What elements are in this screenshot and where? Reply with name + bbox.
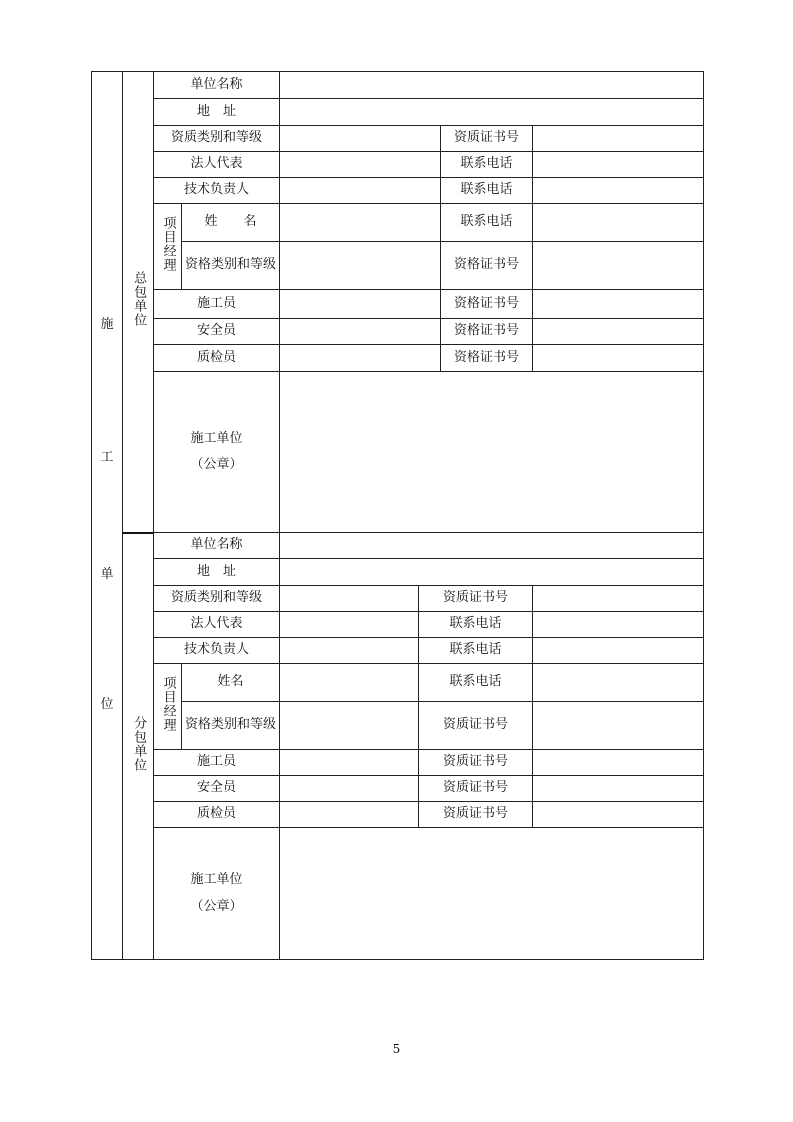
general-tech-lead-phone-value[interactable] xyxy=(533,178,704,204)
sub-quality-cert-value[interactable] xyxy=(533,802,704,828)
sub-qualification-cert-label: 资质证书号 xyxy=(419,586,533,612)
general-tech-lead-phone-label: 联系电话 xyxy=(441,178,533,204)
general-qualification-cert-label: 资质证书号 xyxy=(441,126,533,152)
general-tech-lead-value[interactable] xyxy=(280,178,441,204)
sub-unit-name-label: 单位名称 xyxy=(154,533,280,559)
sub-constructor-cert-label: 资质证书号 xyxy=(419,750,533,776)
sub-tech-lead-phone-value[interactable] xyxy=(533,638,704,664)
sub-legal-rep-phone-value[interactable] xyxy=(533,612,704,638)
general-address-label: 地 址 xyxy=(154,99,280,126)
general-quality-cert-value[interactable] xyxy=(533,345,704,372)
general-contractor-label: 总包单位 xyxy=(123,72,154,533)
sub-tech-lead-phone-label: 联系电话 xyxy=(419,638,533,664)
construction-unit-char-3: 单 xyxy=(100,567,114,582)
sub-legal-rep-phone-label: 联系电话 xyxy=(419,612,533,638)
general-legal-rep-label: 法人代表 xyxy=(154,152,280,178)
sub-pm-cert-no-value[interactable] xyxy=(533,702,704,750)
sub-quality-inspector-value[interactable] xyxy=(280,802,419,828)
general-quality-inspector-value[interactable] xyxy=(280,345,441,372)
general-constructor-label: 施工员 xyxy=(154,290,280,319)
general-pm-phone-label: 联系电话 xyxy=(441,204,533,242)
sub-constructor-cert-value[interactable] xyxy=(533,750,704,776)
general-qualification-cert-value[interactable] xyxy=(533,126,704,152)
general-qualification-grade-value[interactable] xyxy=(280,126,441,152)
sub-pm-phone-value[interactable] xyxy=(533,664,704,702)
construction-unit-label xyxy=(92,72,123,960)
sub-pm-cert-grade-value[interactable] xyxy=(280,702,419,750)
sub-address-label: 地 址 xyxy=(154,559,280,586)
sub-address-value[interactable] xyxy=(280,559,704,586)
general-quality-inspector-label: 质检员 xyxy=(154,345,280,372)
sub-seal-area[interactable] xyxy=(280,828,704,960)
general-unit-name-label: 单位名称 xyxy=(154,72,280,99)
general-pm-cert-no-label: 资格证书号 xyxy=(441,242,533,290)
general-project-manager-label: 项目经理 xyxy=(154,204,182,290)
general-pm-cert-no-value[interactable] xyxy=(533,242,704,290)
sub-pm-phone-label: 联系电话 xyxy=(419,664,533,702)
general-legal-rep-phone-value[interactable] xyxy=(533,152,704,178)
sub-seal-text: （公章） xyxy=(190,898,243,914)
sub-safety-cert-label: 资质证书号 xyxy=(419,776,533,802)
general-tech-lead-label: 技术负责人 xyxy=(154,178,280,204)
sub-qualification-grade-label: 资质类别和等级 xyxy=(154,586,280,612)
general-legal-rep-phone-label: 联系电话 xyxy=(441,152,533,178)
construction-unit-char-2: 工 xyxy=(100,450,114,465)
sub-constructor-label: 施工员 xyxy=(154,750,280,776)
general-address-value[interactable] xyxy=(280,99,704,126)
general-safety-officer-label: 安全员 xyxy=(154,319,280,345)
construction-unit-char-1: 施 xyxy=(100,317,114,332)
sub-safety-officer-label: 安全员 xyxy=(154,776,280,802)
subcontractor-label: 分包单位 xyxy=(123,533,154,960)
sub-pm-name-value[interactable] xyxy=(280,664,419,702)
sub-quality-cert-label: 资质证书号 xyxy=(419,802,533,828)
sub-legal-rep-label: 法人代表 xyxy=(154,612,280,638)
general-legal-rep-value[interactable] xyxy=(280,152,441,178)
sub-safety-officer-value[interactable] xyxy=(280,776,419,802)
general-pm-name-label: 姓 名 xyxy=(182,204,280,242)
general-safety-cert-value[interactable] xyxy=(533,319,704,345)
general-qualification-grade-label: 资质类别和等级 xyxy=(154,126,280,152)
general-seal-label xyxy=(154,372,280,533)
sub-pm-cert-grade-label: 资格类别和等级 xyxy=(182,702,280,750)
sub-tech-lead-label: 技术负责人 xyxy=(154,638,280,664)
general-quality-cert-label: 资格证书号 xyxy=(441,345,533,372)
sub-qualification-grade-value[interactable] xyxy=(280,586,419,612)
sub-safety-cert-value[interactable] xyxy=(533,776,704,802)
general-seal-unit: 施工单位 xyxy=(190,430,243,446)
general-pm-name-value[interactable] xyxy=(280,204,441,242)
sub-unit-name-value[interactable] xyxy=(280,533,704,559)
general-constructor-value[interactable] xyxy=(280,290,441,319)
general-pm-cert-grade-value[interactable] xyxy=(280,242,441,290)
general-pm-phone-value[interactable] xyxy=(533,204,704,242)
sub-legal-rep-value[interactable] xyxy=(280,612,419,638)
sub-seal-label xyxy=(154,828,280,960)
page-number: 5 xyxy=(392,1042,401,1056)
sub-seal-unit: 施工单位 xyxy=(190,872,243,888)
general-seal-area[interactable] xyxy=(280,372,704,533)
general-unit-name-value[interactable] xyxy=(280,72,704,99)
sub-project-manager-label: 项目经理 xyxy=(154,664,182,750)
sub-qualification-cert-value[interactable] xyxy=(533,586,704,612)
sub-pm-name-label: 姓名 xyxy=(182,664,280,702)
sub-quality-inspector-label: 质检员 xyxy=(154,802,280,828)
general-pm-cert-grade-label: 资格类别和等级 xyxy=(182,242,280,290)
construction-unit-char-4: 位 xyxy=(100,697,114,712)
general-safety-officer-value[interactable] xyxy=(280,319,441,345)
sub-tech-lead-value[interactable] xyxy=(280,638,419,664)
general-constructor-cert-label: 资格证书号 xyxy=(441,290,533,319)
construction-unit-form xyxy=(91,71,704,960)
sub-constructor-value[interactable] xyxy=(280,750,419,776)
general-constructor-cert-value[interactable] xyxy=(533,290,704,319)
sub-pm-cert-no-label: 资质证书号 xyxy=(419,702,533,750)
general-safety-cert-label: 资格证书号 xyxy=(441,319,533,345)
general-seal-text: （公章） xyxy=(190,457,243,472)
